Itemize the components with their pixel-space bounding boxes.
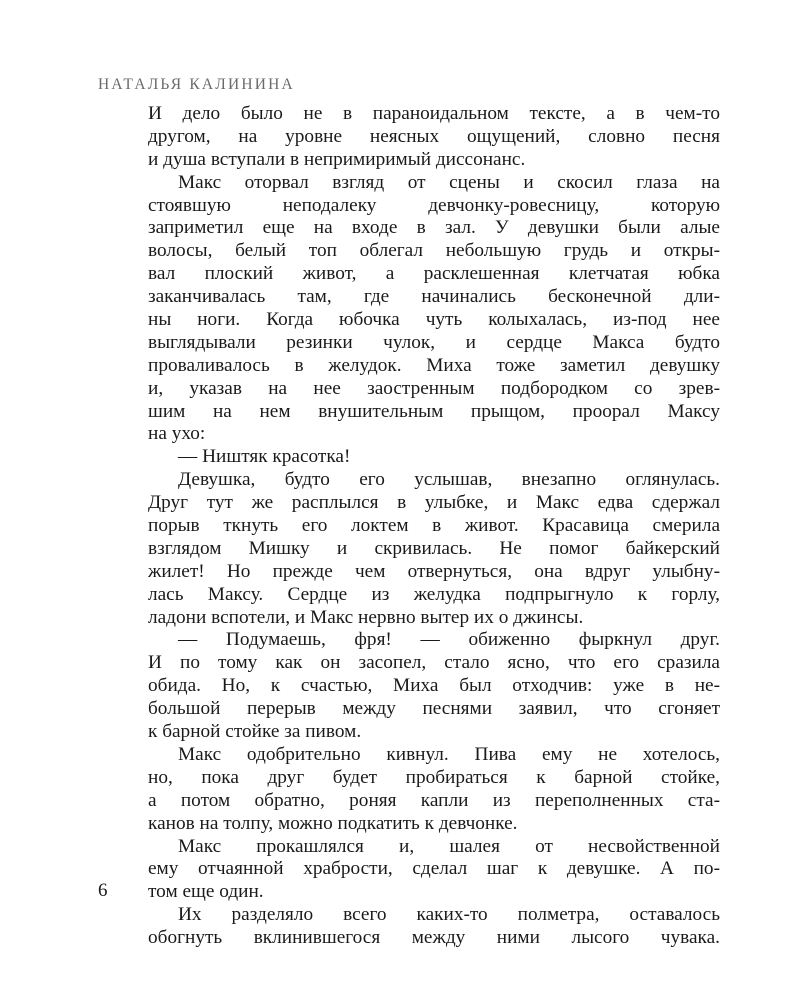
text-line: заприметил еще на входе в зал. У девушки были алые bbox=[148, 217, 720, 239]
text-line: Друг тут же расплылся в улыбке, и Макс едва сдержал bbox=[148, 492, 720, 514]
text-line: И дело было не в параноидальном тексте, а в чем-то bbox=[148, 103, 720, 124]
text-line: том еще один. bbox=[148, 881, 264, 903]
text-line: но, пока друг будет пробираться к барной стойке, bbox=[148, 766, 720, 788]
running-header: НАТАЛЬЯ КАЛИНИНА bbox=[98, 76, 295, 93]
text-line: канов на толпу, можно подкатить к девчонке. bbox=[148, 812, 518, 834]
text-line: проваливалось в желудок. Миха тоже заметил девушку bbox=[148, 354, 720, 376]
text-line: ны ноги. Когда юбочка чуть колыхалась, из-под нее bbox=[148, 309, 720, 331]
text-line: обида. Но, к счастью, Миха был отходчив: уже в не- bbox=[148, 675, 720, 697]
text-line: другом, на уровне неясных ощущений, словно песня bbox=[148, 125, 720, 147]
text-line: на ухо: bbox=[148, 423, 206, 445]
text-line: выглядывали резинки чулок, и сердце Макса будто bbox=[148, 331, 720, 353]
text-line: а потом обратно, роняя капли из переполненных ста- bbox=[148, 789, 720, 811]
text-line: к барной стойке за пивом. bbox=[148, 721, 362, 743]
text-line: шим на нем внушительным прыщом, проорал Максу bbox=[148, 400, 720, 422]
text-line: порыв ткнуть его локтем в живот. Красавица смерила bbox=[148, 515, 720, 537]
text-line: обогнуть вклинившегося между ними лысого чувака. bbox=[148, 927, 720, 949]
text-line: — Подумаешь, фря! — обиженно фыркнул друг. bbox=[178, 629, 720, 651]
text-line: Макс прокашлялся и, шалея от несвойственной bbox=[178, 835, 720, 857]
text-line: Макс оторвал взгляд от сцены и скосил глаза на bbox=[178, 171, 720, 193]
page-number: 6 bbox=[98, 880, 108, 901]
text-line: вал плоский живот, а расклешенная клетчатая юбка bbox=[148, 263, 720, 285]
text-line: жилет! Но прежде чем отвернуться, она вдруг улыбну- bbox=[148, 560, 720, 582]
body-text bbox=[148, 103, 720, 950]
text-line: ладони вспотели, и Макс нервно вытер их о джинсы. bbox=[148, 606, 584, 628]
text-line: и, указав на нее заостренным подбородком со зрев- bbox=[148, 377, 720, 399]
text-line: ему отчаянной храбрости, сделал шаг к девушке. А по- bbox=[148, 858, 720, 880]
text-line: И по тому как он засопел, стало ясно, что его сразила bbox=[148, 652, 720, 674]
text-line: лась Максу. Сердце из желудка подпрыгнуло к горлу, bbox=[148, 583, 720, 605]
text-line: стоявшую неподалеку девчонку-ровесницу, которую bbox=[148, 194, 720, 216]
text-line: — Ништяк красотка! bbox=[178, 446, 351, 468]
text-line: большой перерыв между песнями заявил, что сгоняет bbox=[148, 698, 720, 720]
text-line: и душа вступали в непримиримый диссонанс. bbox=[148, 148, 526, 170]
text-line: Их разделяло всего каких-то полметра, оставалось bbox=[178, 904, 720, 926]
text-line: Девушка, будто его услышав, внезапно оглянулась. bbox=[178, 469, 720, 491]
text-line: заканчивалась там, где начинались бесконечной дли- bbox=[148, 286, 720, 308]
text-line: волосы, белый топ облегал небольшую грудь и откры- bbox=[148, 240, 720, 262]
text-line: взглядом Мишку и скривилась. Не помог байкерский bbox=[148, 537, 720, 559]
text-line: Макс одобрительно кивнул. Пива ему не хотелось, bbox=[178, 743, 720, 765]
